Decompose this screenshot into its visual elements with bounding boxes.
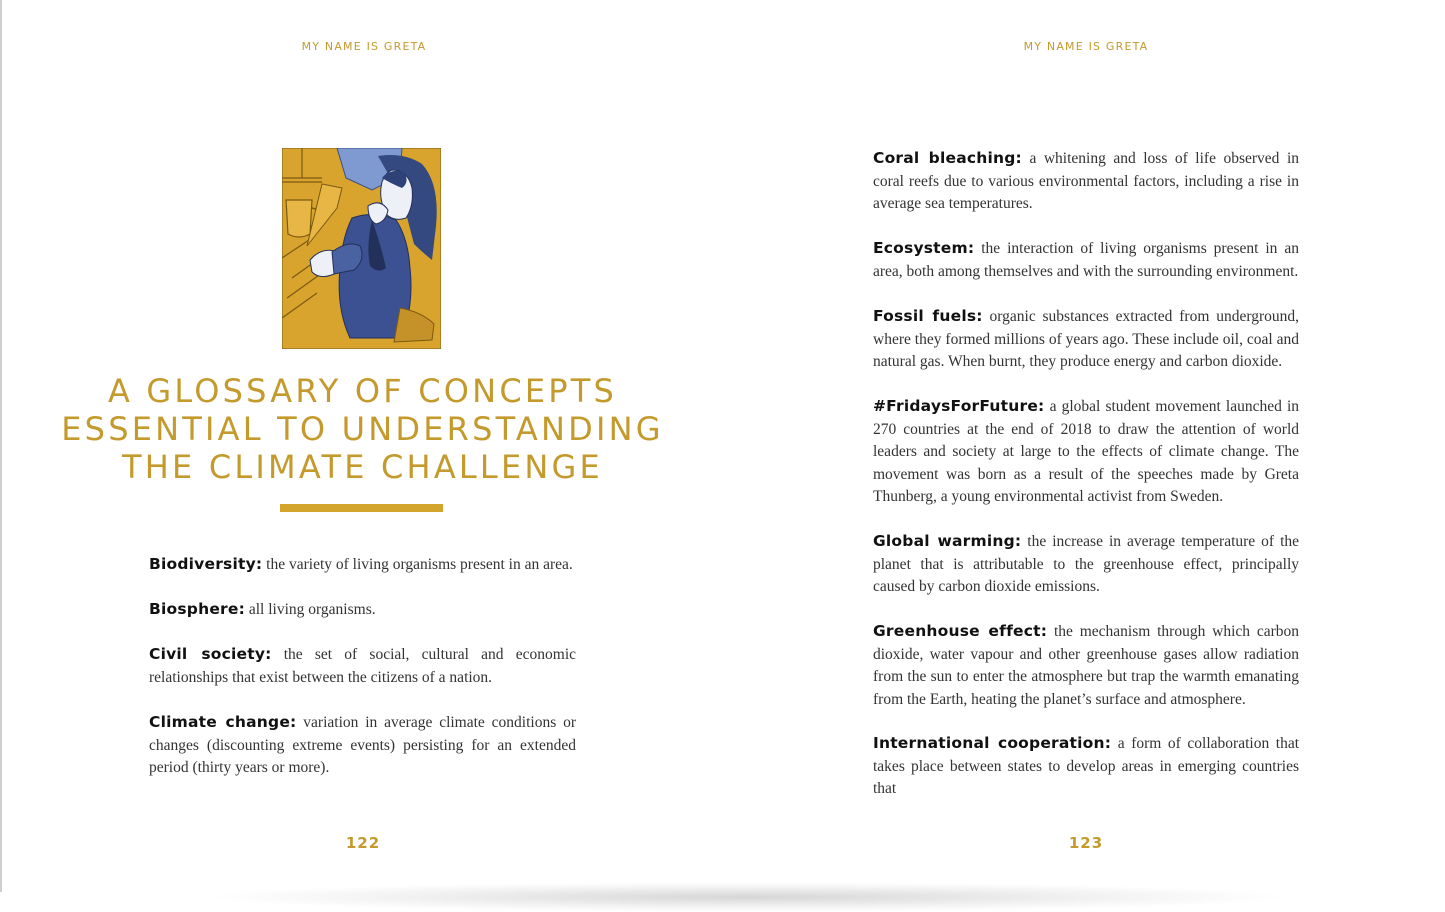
- glossary-entry-coral-bleaching: [873, 147, 1299, 216]
- glossary-entry-civil-society: [149, 643, 576, 689]
- glossary-term: Global warming:: [873, 532, 1022, 550]
- glossary-definition: the interaction of living organisms present in an area, both among themselves and with the surrounding environment.: [873, 240, 1299, 280]
- glossary-definition: the set of social, cultural and economic relationships that exist between the citizens of a nation.: [149, 646, 576, 686]
- glossary-definition: the mechanism through which carbon dioxide, water vapour and other greenhouse gases allow radiation from the sun to enter the atmosphere but trap the warmth emanating from the Earth, heating the planet’s surface and atmosphere.: [873, 623, 1300, 708]
- glossary-term: Coral bleaching:: [873, 149, 1022, 167]
- glossary-entry-global-warming: [873, 530, 1299, 599]
- title-line: A GLOSSARY OF CONCEPTS: [107, 372, 618, 410]
- glossary-term: Climate change:: [149, 713, 297, 731]
- glossary-definition: a whitening and loss of life observed in coral reefs due to various environmental factors, including a rise in average sea temperatures.: [873, 150, 1299, 213]
- book-shadow: [200, 882, 1295, 912]
- glossary-entry-greenhouse-effect: [873, 620, 1299, 711]
- glossary-definition: the variety of living organisms present in an area.: [266, 556, 573, 573]
- glossary-definition: the increase in average temperature of the planet that is attributable to the greenhouse effect, principally caused by carbon dioxide emissions.: [873, 533, 1299, 596]
- title-line: ESSENTIAL TO UNDERSTANDING: [61, 410, 664, 448]
- glossary-definition: a global student movement launched in 270 countries at the end of 2018 to draw the attention of world leaders and society at large to the effects of climate change. The movement was born as a result of the speeches made by Greta Thunberg, a young environmental activist from Sweden.: [873, 398, 1300, 506]
- glossary-definition: all living organisms.: [248, 601, 376, 618]
- glossary-entry-international-cooperation: [873, 732, 1299, 801]
- right-page: [722, 0, 1445, 892]
- title-underline-rule: [280, 504, 443, 512]
- glossary-definition: a form of collaboration that takes place between states to develop areas in emerging countries that: [873, 735, 1300, 798]
- glossary-entry-ecosystem: [873, 237, 1299, 283]
- page-number: 123: [1068, 834, 1104, 852]
- glossary-term: Greenhouse effect:: [873, 622, 1048, 640]
- glossary-entry-climate-change: [149, 711, 576, 780]
- glossary-entry-biodiversity: [149, 553, 576, 577]
- left-page: [0, 0, 722, 892]
- glossary-term: #FridaysForFuture:: [873, 397, 1045, 415]
- glossary-term: Biodiversity:: [149, 555, 263, 573]
- running-head: MY NAME IS GRETA: [1023, 40, 1149, 53]
- glossary-entry-fossil-fuels: [873, 305, 1299, 374]
- title-line: THE CLIMATE CHALLENGE: [122, 448, 603, 486]
- illustration-girl-thinking-icon: [282, 148, 441, 349]
- glossary-entry-fridays-for-future: [873, 395, 1299, 509]
- glossary-definition: organic substances extracted from underground, where they formed millions of years ago. These include oil, coal and natural gas. When burnt, they produce energy and carbon dioxide.: [873, 308, 1300, 371]
- chapter-title: [60, 372, 665, 486]
- glossary-term: Fossil fuels:: [873, 307, 983, 325]
- running-head: MY NAME IS GRETA: [301, 40, 427, 53]
- glossary-entry-biosphere: [149, 598, 576, 622]
- glossary-definition: variation in average climate conditions or changes (discounting extreme events) persisting for an extended period (thirty years or more).: [149, 714, 577, 777]
- page-number: 122: [345, 834, 381, 852]
- glossary-term: International cooperation:: [873, 734, 1112, 752]
- glossary-term: Ecosystem:: [873, 239, 975, 257]
- glossary-term: Biosphere:: [149, 600, 245, 618]
- glossary-term: Civil society:: [149, 645, 272, 663]
